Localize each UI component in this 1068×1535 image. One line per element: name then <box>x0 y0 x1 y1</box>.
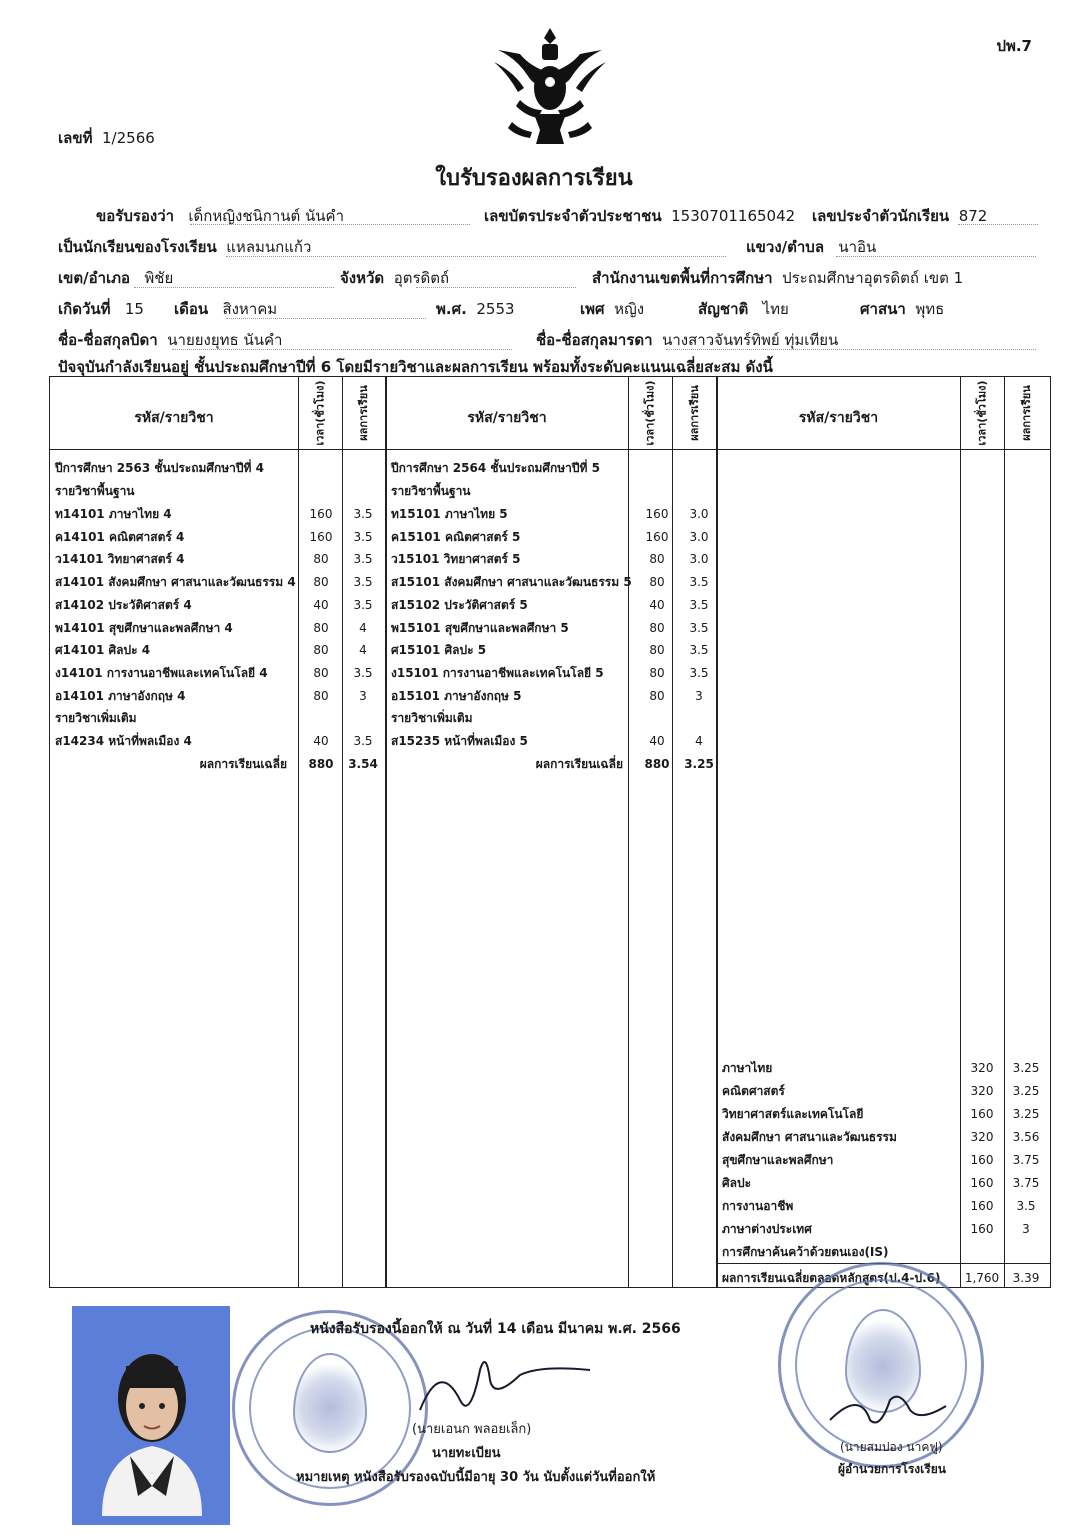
form-code: ปพ.7 <box>996 37 1032 55</box>
subject-hours: 80 <box>649 575 665 590</box>
subject-hours: 160 <box>309 529 333 544</box>
average-row <box>391 753 721 775</box>
summary-grade: 3.75 <box>1012 1176 1040 1190</box>
subject-grade: 3.5 <box>353 597 373 612</box>
certify-label: ขอรับรองว่า <box>96 207 175 225</box>
cumulative-grade: 3.39 <box>1012 1271 1040 1285</box>
area-label: สำนักงานเขตพื้นที่การศึกษา <box>592 269 773 287</box>
subject-grade: 4 <box>695 734 703 748</box>
subject-row <box>55 617 385 639</box>
header-grade-1: ผลการเรียน <box>357 385 371 441</box>
subject-hours: 80 <box>649 643 665 658</box>
year-heading: ปีการศึกษา 2564 ชั้นประถมศึกษาปีที่ 5 <box>391 461 600 475</box>
subject-row <box>391 639 721 661</box>
subject-hours: 80 <box>313 552 329 567</box>
summary-row <box>722 1241 1052 1263</box>
subject-name: ท14101 ภาษาไทย 4 <box>55 507 172 521</box>
average-hours: 880 <box>644 756 670 771</box>
summary-name: คณิตศาสตร์ <box>722 1084 785 1098</box>
subject-name: ศ15101 ศิลปะ 5 <box>391 643 487 658</box>
student-portrait-icon <box>72 1306 230 1525</box>
certificate-number <box>58 126 155 150</box>
subject-hours: 160 <box>645 507 669 521</box>
subject-hours: 80 <box>313 665 329 680</box>
subject-row <box>55 639 385 661</box>
summary-name: ภาษาไทย <box>722 1061 773 1075</box>
nationality-label: สัญชาติ <box>698 300 749 318</box>
subject-row <box>391 685 721 707</box>
subject-grade: 3.0 <box>689 529 709 544</box>
subject-grade: 3.5 <box>689 620 709 635</box>
sid-value: 872 <box>958 207 988 225</box>
subject-row <box>55 503 385 525</box>
garuda-emblem-icon <box>490 22 610 150</box>
sex-line <box>580 297 644 321</box>
subject-name: ส14101 สังคมศึกษา ศาสนาและวัฒนธรรม 4 <box>55 575 296 590</box>
extra-heading: รายวิชาเพิ่มเติม <box>55 711 137 726</box>
subject-grade: 3.5 <box>353 575 373 590</box>
subject-name: ค14101 คณิตศาสตร์ 4 <box>55 529 185 544</box>
subject-hours: 80 <box>313 643 329 658</box>
director-signature-icon <box>820 1380 950 1436</box>
header-subject-3: รหัส/รายวิชา <box>798 410 879 426</box>
nationality-value: ไทย <box>762 300 789 318</box>
summary-name: ศิลปะ <box>722 1176 752 1190</box>
id-value: 1530701165042 <box>671 207 796 225</box>
subdistrict-value: นาอิน <box>838 238 877 256</box>
subject-grade: 3.5 <box>689 643 709 658</box>
subject-row <box>391 730 721 752</box>
subject-hours: 80 <box>313 575 329 590</box>
subject-name: พ14101 สุขศึกษาและพลศึกษา 4 <box>55 620 233 635</box>
subject-row <box>55 594 385 616</box>
summary-row <box>722 1149 1052 1171</box>
summary-grade: 3 <box>1022 1222 1030 1236</box>
birth-year-label: พ.ศ. <box>436 300 467 318</box>
subject-name: ง15101 การงานอาชีพและเทคโนโลยี 5 <box>391 665 604 680</box>
subject-name: ส15101 สังคมศึกษา ศาสนาและวัฒนธรรม 5 <box>391 575 632 590</box>
grades-table <box>49 376 1051 1288</box>
subject-row <box>55 548 385 570</box>
subject-name: พ15101 สุขศึกษาและพลศึกษา 5 <box>391 620 569 635</box>
subject-row <box>391 548 721 570</box>
summary-row <box>722 1126 1052 1148</box>
summary-row <box>722 1080 1052 1102</box>
summary-grade: 3.25 <box>1012 1061 1040 1075</box>
cumulative-label: ผลการเรียนเฉลี่ยตลอดหลักสูตร(ป.4-ป.6) <box>722 1271 941 1285</box>
subject-grade: 3 <box>359 688 367 703</box>
birth-year-value: 2553 <box>476 300 515 318</box>
religion-label: ศาสนา <box>860 300 906 318</box>
summary-name: การศึกษาค้นคว้าด้วยตนเอง(IS) <box>722 1245 889 1259</box>
extra-heading: รายวิชาเพิ่มเติม <box>391 711 473 726</box>
subject-row <box>391 617 721 639</box>
subject-grade: 3.5 <box>689 597 709 612</box>
summary-name: วิทยาศาสตร์และเทคโนโลยี <box>722 1107 864 1121</box>
mother-label: ชื่อ-ชื่อสกุลมารดา <box>536 331 653 349</box>
subject-grade: 4 <box>359 620 367 635</box>
district-value: พิชัย <box>144 269 174 287</box>
summary-hours: 160 <box>970 1222 994 1236</box>
subject-name: ส15102 ประวัติศาสตร์ 5 <box>391 597 528 612</box>
summary-grade: 3.25 <box>1012 1084 1040 1098</box>
summary-name: ภาษาต่างประเทศ <box>722 1222 812 1236</box>
subject-row <box>391 571 721 593</box>
summary-row <box>722 1195 1052 1217</box>
summary-hours: 320 <box>970 1061 994 1075</box>
sex-label: เพศ <box>580 300 605 318</box>
subject-name: ค15101 คณิตศาสตร์ 5 <box>391 529 521 544</box>
sex-value: หญิง <box>614 300 645 318</box>
subject-grade: 3.5 <box>689 575 709 590</box>
subject-row <box>55 685 385 707</box>
subject-name: ท15101 ภาษาไทย 5 <box>391 507 508 521</box>
religion-value: พุทธ <box>915 300 945 318</box>
father-label: ชื่อ-ชื่อสกุลบิดา <box>58 331 158 349</box>
subject-hours: 80 <box>313 688 329 703</box>
registrar-title: นายทะเบียน <box>432 1446 501 1461</box>
issue-date: หนังสือรับรองนี้ออกให้ ณ วันที่ 14 เดือน มีนาคม พ.ศ. 2566 <box>310 1321 681 1337</box>
summary-grade: 3.25 <box>1012 1107 1040 1121</box>
subject-name: อ15101 ภาษาอังกฤษ 5 <box>391 688 522 703</box>
summary-hours: 160 <box>970 1107 994 1121</box>
subject-row <box>55 571 385 593</box>
subject-grade: 3.5 <box>353 734 373 748</box>
subject-grade: 3.0 <box>689 507 709 521</box>
summary-name: สังคมศึกษา ศาสนาและวัฒนธรรม <box>722 1130 897 1144</box>
religion-line <box>860 297 944 321</box>
summary-grade: 3.5 <box>1016 1199 1036 1213</box>
average-row <box>55 753 385 775</box>
cumulative-hours: 1,760 <box>964 1271 1000 1285</box>
summary-name: สุขศึกษาและพลศึกษา <box>722 1153 834 1167</box>
subject-row <box>55 730 385 752</box>
province-label: จังหวัด <box>340 269 385 287</box>
average-grade: 3.25 <box>684 756 714 771</box>
subject-hours: 80 <box>313 620 329 635</box>
subject-row <box>391 662 721 684</box>
summary-row <box>722 1172 1052 1194</box>
student-name: เด็กหญิงชนิกานต์ นันคำ <box>188 207 345 225</box>
subject-name: ส14102 ประวัติศาสตร์ 4 <box>55 597 192 612</box>
subject-hours: 40 <box>313 734 329 748</box>
birth-day-label: เกิดวันที่ <box>58 300 111 318</box>
area-line <box>592 266 963 290</box>
summary-row <box>722 1103 1052 1125</box>
basic-heading: รายวิชาพื้นฐาน <box>55 484 135 498</box>
validity-note: หมายเหตุ หนังสือรับรองฉบับนี้มีอายุ 30 วัน นับตั้งแต่วันที่ออกให้ <box>296 1470 656 1485</box>
number-label: เลขที่ <box>58 129 93 147</box>
subject-hours: 40 <box>649 597 665 612</box>
number-value: 1/2566 <box>102 129 155 147</box>
average-grade: 3.54 <box>348 756 378 771</box>
director-title: ผู้อำนวยการโรงเรียน <box>838 1462 946 1476</box>
district-label: เขต/อำเภอ <box>58 269 131 287</box>
subject-row <box>55 526 385 548</box>
subject-grade: 4 <box>359 643 367 658</box>
birth-year-line <box>436 297 515 321</box>
summary-hours: 160 <box>970 1153 994 1167</box>
mother-value: นางสาวจันทร์ทิพย์ ทุ่มเทียน <box>662 331 839 349</box>
subject-name: ง14101 การงานอาชีพและเทคโนโลยี 4 <box>55 665 268 680</box>
subject-row <box>391 526 721 548</box>
subject-hours: 80 <box>649 620 665 635</box>
header-subject-2: รหัส/รายวิชา <box>467 410 547 426</box>
header-grade-3: ผลการเรียน <box>1020 385 1034 441</box>
summary-row <box>722 1057 1052 1079</box>
school-name: แหลมนกแก้ว <box>226 238 312 256</box>
subject-name: ว15101 วิทยาศาสตร์ 5 <box>391 552 521 567</box>
birth-month-value: สิงหาคม <box>222 300 278 318</box>
summary-hours: 320 <box>970 1130 994 1144</box>
summary-hours: 160 <box>970 1176 994 1190</box>
average-label: ผลการเรียนเฉลี่ย <box>535 756 623 771</box>
school-label: เป็นนักเรียนของโรงเรียน <box>58 238 217 256</box>
id-label: เลขบัตรประจำตัวประชาชน <box>484 207 662 225</box>
subject-grade: 3.5 <box>689 665 709 680</box>
summary-hours: 320 <box>970 1084 994 1098</box>
subject-hours: 40 <box>313 597 329 612</box>
basic-heading: รายวิชาพื้นฐาน <box>391 484 471 498</box>
subject-name: ศ14101 ศิลปะ 4 <box>55 643 151 658</box>
subject-name: ส14234 หน้าที่พลเมือง 4 <box>55 734 192 748</box>
province-value: อุตรดิตถ์ <box>393 269 450 287</box>
summary-name: การงานอาชีพ <box>722 1199 794 1213</box>
subject-hours: 80 <box>649 552 665 567</box>
registrar-name: (นายเอนก พลอยเล็ก) <box>412 1422 532 1437</box>
study-statement: ปัจจุบันกำลังเรียนอยู่ ชั้นประถมศึกษาปีที่ 6 โดยมีรายวิชาและผลการเรียน พร้อมทั้งระดับคะแนนเฉลี่ยสะสม ดังนี้ <box>58 358 773 376</box>
id-line <box>484 204 795 228</box>
student-photo <box>72 1306 230 1525</box>
header-subject-1: รหัส/รายวิชา <box>134 410 214 426</box>
average-label: ผลการเรียนเฉลี่ย <box>199 756 287 771</box>
subject-name: ว14101 วิทยาศาสตร์ 4 <box>55 552 185 567</box>
subject-hours: 80 <box>649 688 665 703</box>
year-heading: ปีการศึกษา 2563 ชั้นประถมศึกษาปีที่ 4 <box>55 461 264 475</box>
summary-grade: 3.56 <box>1012 1130 1040 1144</box>
subject-hours: 80 <box>649 665 665 680</box>
subject-row <box>391 503 721 525</box>
nationality-line <box>698 297 789 321</box>
header-hours-3: เวลา(ชั่วโมง) <box>976 380 989 446</box>
subject-name: ส15235 หน้าที่พลเมือง 5 <box>391 734 528 748</box>
subject-hours: 160 <box>645 529 669 544</box>
area-value: ประถมศึกษาอุตรดิตถ์ เขต 1 <box>782 269 964 287</box>
page-title: ใบรับรองผลการเรียน <box>435 166 633 191</box>
subject-grade: 3.0 <box>689 552 709 567</box>
subdistrict-label: แขวง/ตำบล <box>746 238 825 256</box>
birth-day-value: 15 <box>124 300 144 318</box>
subject-name: อ14101 ภาษาอังกฤษ 4 <box>55 688 186 703</box>
summary-grade: 3.75 <box>1012 1153 1040 1167</box>
average-hours: 880 <box>308 756 334 771</box>
header-hours-2: เวลา(ชั่วโมง) <box>644 380 657 446</box>
subject-row <box>55 662 385 684</box>
father-value: นายยงยุทธ นันคำ <box>167 331 283 349</box>
subject-row <box>391 594 721 616</box>
subject-hours: 40 <box>649 734 665 748</box>
header-hours-1: เวลา(ชั่วโมง) <box>314 380 327 446</box>
header-grade-2: ผลการเรียน <box>688 385 702 441</box>
summary-row <box>722 1218 1052 1240</box>
subject-hours: 160 <box>309 507 333 521</box>
subject-grade: 3.5 <box>353 552 373 567</box>
sid-label: เลขประจำตัวนักเรียน <box>812 207 950 225</box>
subject-grade: 3.5 <box>353 665 373 680</box>
director-name: (นายสมปอง นาคฟู) <box>840 1440 943 1454</box>
subject-grade: 3 <box>695 688 703 703</box>
subject-grade: 3.5 <box>353 507 373 521</box>
subject-grade: 3.5 <box>353 529 373 544</box>
birth-month-label: เดือน <box>174 300 209 318</box>
summary-hours: 160 <box>970 1199 994 1213</box>
birth-day-line <box>58 297 144 321</box>
